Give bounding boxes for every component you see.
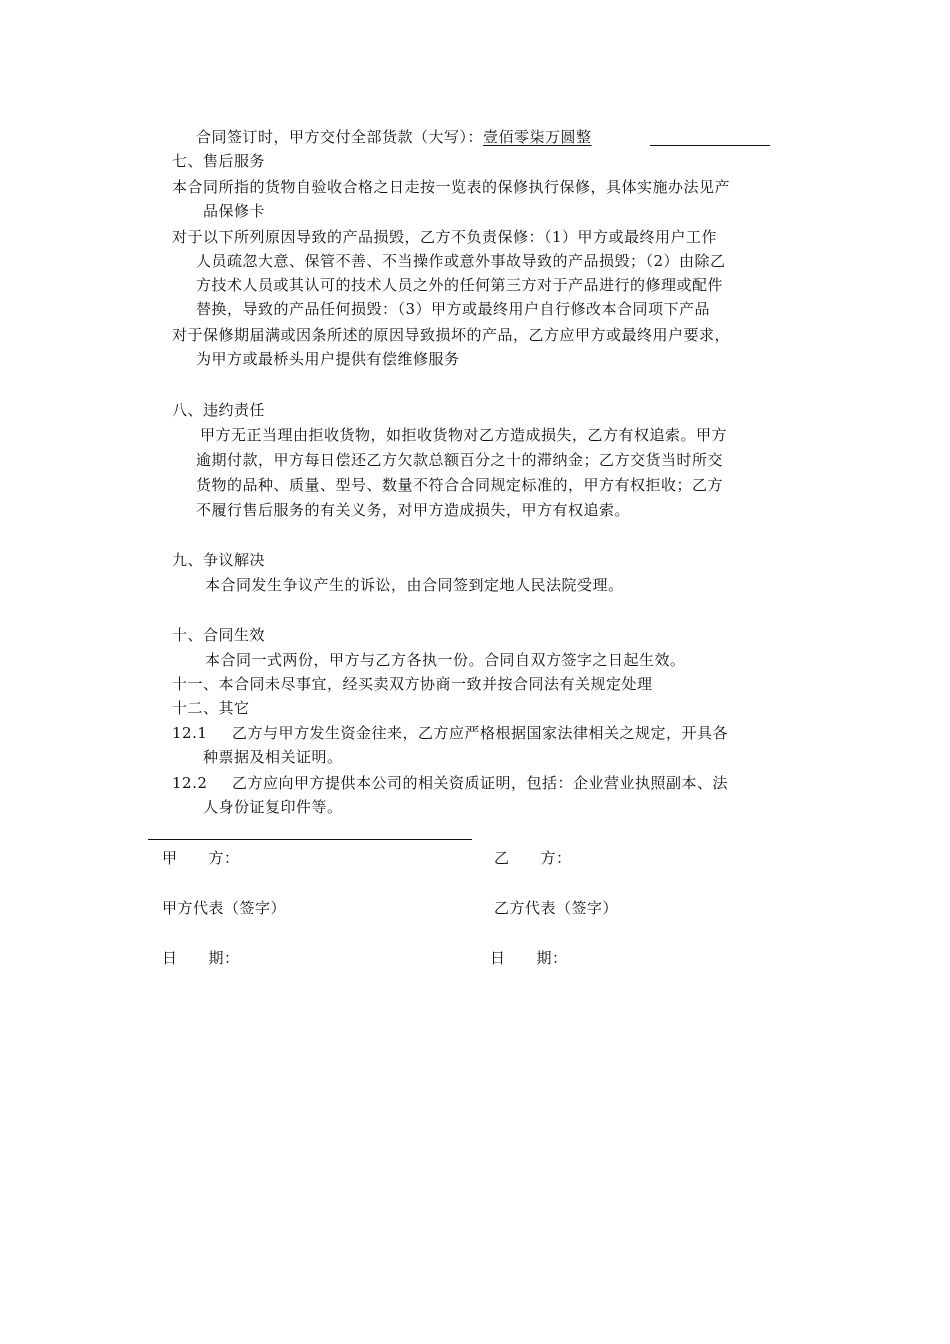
- liability-line1: 甲方无正当理由拒收货物，如拒收货物对乙方造成损失，乙方有权追索。甲方: [200, 426, 728, 444]
- liability-line3: 货物的品种、质量、型号、数量不符合合同规定标准的，甲方有权拒收；乙方: [196, 476, 724, 494]
- clause-12-2-line1: 乙方应向甲方提供本公司的相关资质证明，包括：企业营业执照副本、法: [232, 774, 729, 792]
- party-a-date-label: 日 期：: [162, 949, 240, 967]
- payment-label: 合同签订时，甲方交付全部货款（大写）：: [196, 128, 484, 146]
- after-sales-p1-line1: 本合同所指的货物自验收合格之日走按一览表的保修执行保修，具体实施办法见产: [172, 178, 731, 196]
- section-title-dispute: 九、争议解决: [172, 551, 266, 569]
- effect-line1: 本合同一式两份，甲方与乙方各执一份。合同自双方签字之日起生效。: [205, 651, 686, 669]
- clause-12-1-line1: 乙方与甲方发生资金往来，乙方应严格根据国家法律相关之规定，开具各: [232, 724, 729, 742]
- after-sales-p1-line2: 品保修卡: [203, 202, 266, 220]
- after-sales-p2-line1: 对于以下所列原因导致的产品损毁，乙方不负责保修：（1）甲方或最终用户工作: [172, 228, 718, 246]
- section-title-liability: 八、违约责任: [172, 401, 266, 419]
- signature-separator: [148, 839, 472, 840]
- misc-line1: 十一、本合同未尽事宜，经买卖双方协商一致并按合同法有关规定处理: [172, 675, 653, 693]
- clause-12-1-number: 12.1: [172, 724, 208, 742]
- after-sales-p2-line2: 人员疏忽大意、保管不善、不当操作或意外事故导致的产品损毁；（2）由除乙: [196, 252, 726, 270]
- party-b-date-label: 日 期：: [490, 949, 568, 967]
- party-a-representative-label: 甲方代表（签字）: [162, 899, 287, 917]
- clause-12-2-line2: 人身份证复印件等。: [203, 798, 343, 816]
- liability-line4: 不履行售后服务的有关义务，对甲方造成损失，甲方有权追索。: [196, 501, 631, 519]
- clause-12-1-line2: 种票据及相关证明。: [203, 748, 343, 766]
- after-sales-p3-line2: 为甲方或最桥头用户提供有偿维修服务: [196, 350, 460, 368]
- dispute-line1: 本合同发生争议产生的诉讼，由合同签到定地人民法院受理。: [205, 576, 624, 594]
- after-sales-p2-line3: 方技术人员或其认可的技术人员之外的任何第三方对于产品进行的修理或配件: [196, 276, 724, 294]
- section-title-other: 十二、其它: [172, 699, 250, 717]
- section-title-effect: 十、合同生效: [172, 626, 266, 644]
- clause-12-2-number: 12.2: [172, 774, 208, 792]
- liability-line2: 逾期付款，甲方每日偿还乙方欠款总额百分之十的滞纳金；乙方交货当时所交: [196, 451, 724, 469]
- after-sales-p3-line1: 对于保修期届满或因条所述的原因导致损坏的产品，乙方应甲方或最终用户要求，: [172, 326, 731, 344]
- payment-amount: 壹佰零柒万圆整: [483, 128, 592, 146]
- party-b-label: 乙 方：: [494, 849, 572, 867]
- section-title-after-sales: 七、售后服务: [172, 152, 266, 170]
- party-b-representative-label: 乙方代表（签字）: [494, 899, 619, 917]
- amount-underline: [650, 145, 770, 146]
- party-a-label: 甲 方：: [162, 849, 240, 867]
- after-sales-p2-line4: 替换，导致的产品任何损毁：（3）甲方或最终用户自行修改本合同项下产品: [196, 300, 711, 318]
- payment-line: [196, 127, 592, 147]
